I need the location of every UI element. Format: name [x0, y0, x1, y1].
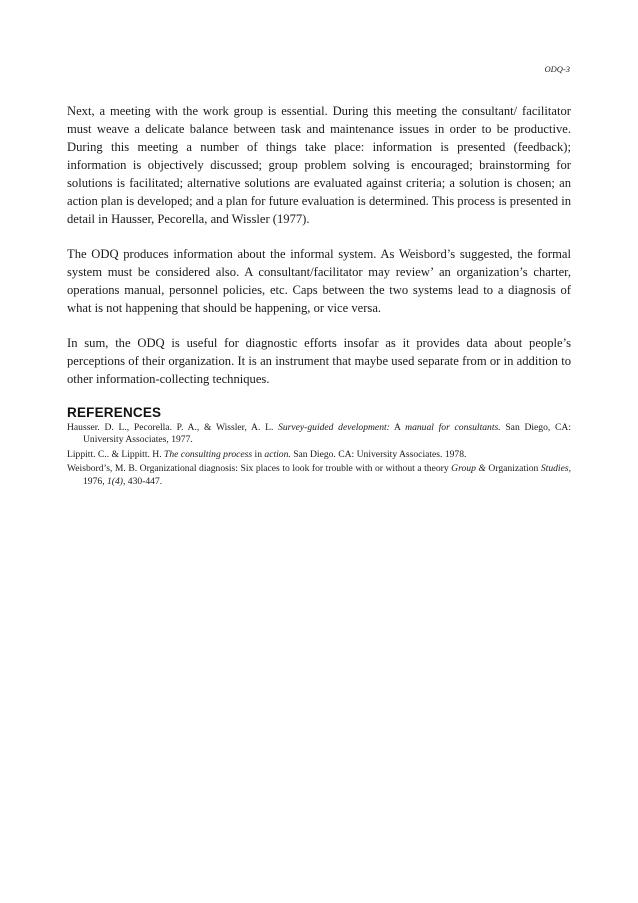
- paragraph-informal-system: The ODQ produces information about the informal system. As Weisbord’s suggested, the formal system must be considered also. A consultant/facilitator may review’ an organization’s charter, operations manual, personnel policies, etc. Caps between the two systems lead to a diagnosis of what is not happening that should be happening, or vice versa.: [67, 247, 571, 315]
- paragraph-summary: In sum, the ODQ is useful for diagnostic efforts insofar as it provides data about people’s perceptions of their organization. It is an instrument that maybe used separate from or in addition to other information-collecting techniques.: [67, 336, 571, 386]
- ref-italic: manual for consultants.: [405, 422, 501, 433]
- ref-text: A: [389, 422, 406, 433]
- ref-text: Organization: [488, 463, 541, 475]
- reference-lippitt: [67, 449, 571, 461]
- ref-italic: Survey-guided development:: [278, 422, 390, 433]
- reference-hausser: [67, 422, 571, 447]
- ref-text: Hausser. D. L., Pecorella. P. A., & Wissler, A. L.: [67, 422, 279, 433]
- ref-text: 430-447.: [125, 475, 163, 487]
- ref-text: San Diego, CA: University Associates, 1977.: [83, 422, 571, 446]
- ref-italic: Group &: [451, 463, 489, 475]
- ref-text: 1976,: [83, 475, 107, 487]
- ref-text: Lippitt. C.. & Lippitt. H.: [67, 448, 165, 460]
- body-text: [67, 102, 571, 490]
- ref-italic: action.: [264, 448, 291, 460]
- ref-text: San Diego. CA: University Associates. 1978.: [290, 448, 467, 460]
- ref-italic: 1(4),: [106, 475, 126, 487]
- ref-text: Weisbord’s, M. B. Organizational diagnosis: Six places to look for trouble with or without a theory: [67, 463, 452, 475]
- ref-text: in: [252, 448, 265, 460]
- ref-italic: The consulting process: [164, 448, 253, 460]
- reference-weisbord: [67, 463, 571, 488]
- running-head: ODQ-3: [544, 64, 570, 74]
- ref-italic: Studies,: [540, 463, 571, 475]
- references-heading: REFERENCES: [67, 405, 162, 420]
- paragraph-meeting: Next, a meeting with the work group is essential. During this meeting the consultant/ facilitator must weave a delicate balance between task and maintenance issues in order to be productive. During this meeting a number of things take place: information is presented (feedback); information is objectively discussed; group problem solving is encouraged; brainstorming for solutions is facilitated; alternative solutions are evaluated against criteria; a solution is chosen; an action plan is developed; and a plan for future evaluation is determined. This process is presented in detail in Hausser, Pecorella, and Wissler (1977).: [67, 104, 571, 226]
